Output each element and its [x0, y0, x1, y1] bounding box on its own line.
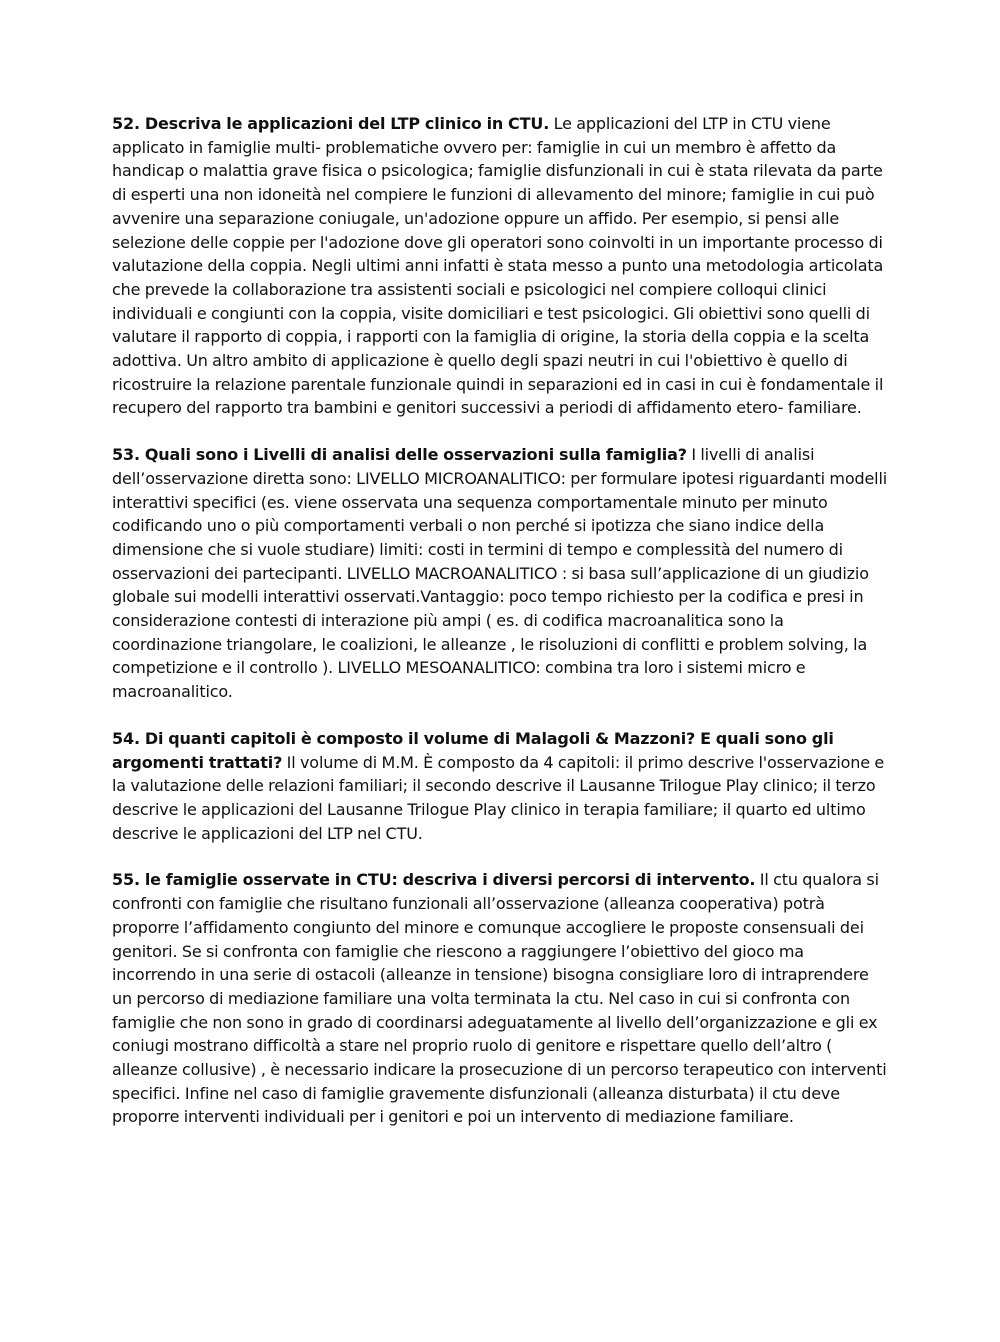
question-53: 53. Quali sono i Livelli di analisi delle osservazioni sulla famiglia? — [112, 445, 687, 465]
answer-53: I livelli di analisi dell’osservazione diretta sono: LIVELLO MICROANALITICO: per formulare ipotesi riguardanti modelli interattivi specifici (es. viene osservata una sequenza comportamentale minuto per minuto codificando uno o più comportamenti verbali o non perché si ipotizza che siano indice della dimensione che si vuole studiare) limiti: costi in termini di tempo e complessità del numero di osservazioni dei partecipanti. LIVELLO MACROANALITICO : si basa sull’applicazione di un giudizio globale sui modelli interattivi osservati.Vantaggio: poco tempo richiesto per la codifica e presi in considerazione contesti di interazione più ampi ( es. di codifica macroanalitica sono la coordinazione triangolare, le coalizioni, le alleanze , le risoluzioni di conflitti e problem solving, la competizione e il controllo ). LIVELLO MESOANALITICO: combina tra loro i sistemi micro e macroanalitico. — [112, 445, 888, 702]
qa-paragraph-53 — [112, 443, 892, 704]
question-52: 52. Descriva le applicazioni del LTP clinico in CTU. — [112, 114, 550, 133]
document-page — [112, 112, 892, 1152]
qa-paragraph-52 — [112, 112, 892, 420]
answer-55: Il ctu qualora si confronti con famiglie che risultano funzionali all’osservazione (alleanza cooperativa) potrà proporre l’affidamento congiunto del minore e comunque accogliere le proposte consensuali dei genitori. Se si confronta con famiglie che riescono a raggiungere l’obiettivo del gioco ma incorrendo in una serie di ostacoli (alleanze in tensione) bisogna consigliare loro di intraprendere un percorso di mediazione familiare una volta terminata la ctu. Nel caso in cui si confronta con famiglie che non sono in grado di coordinarsi adeguatamente al livello dell’organizzazione e gli ex coniugi mostrano difficoltà a stare nel proprio ruolo di genitore e rispettare quello dell’altro ( alleanze collusive) , è necessario indicare la prosecuzione di un percorso terapeutico con interventi specifici. Infine nel caso di famiglie gravemente disfunzionali (alleanza disturbata) il ctu deve proporre interventi individuali per i genitori e poi un intervento di mediazione familiare. — [112, 870, 887, 1127]
question-54: 54. Di quanti capitoli è composto il volume di Malagoli & Mazzoni? E quali sono gli argomenti trattati? — [112, 728, 834, 772]
qa-paragraph-54 — [112, 727, 892, 846]
answer-52: Le applicazioni del LTP in CTU viene applicato in famiglie multi- problematiche ovvero per: famiglie in cui un membro è affetto da handicap o malattia grave fisica o psicologica; famiglie disfunzionali in cui è stata rilevata da parte di esperti una non idoneità nel compiere le funzioni di allevamento del minore; famiglie in cui può avvenire una separazione coniugale, un'adozione oppure un affido. Per esempio, si pensi alle selezione delle coppie per l'adozione dove gli operatori sono coinvolti in un importante processo di valutazione della coppia. Negli ultimi anni infatti è stata messo a punto una metodologia articolata che prevede la collaborazione tra assistenti sociali e psicologici nel compiere colloqui clinici individuali e congiunti con la coppia, visite domiciliari e test psicologici. Gli obiettivi sono quelli di valutare il rapporto di coppia, i rapporti con la famiglia di origine, la storia della coppia e la scelta adottiva. Un altro ambito di applicazione è quello degli spazi neutri in cui l'obiettivo è quello di ricostruire la relazione parentale funzionale quindi in separazioni ed in casi in cui è fondamentale il recupero del rapporto tra bambini e genitori successivi a periodi di affidamento etero- familiare. — [112, 114, 884, 418]
question-55: 55. le famiglie osservate in CTU: descriva i diversi percorsi di intervento. — [112, 870, 756, 890]
qa-paragraph-55 — [112, 868, 892, 1129]
answer-54: Il volume di M.M. È composto da 4 capitoli: il primo descrive l'osservazione e la valutazione delle relazioni familiari; il secondo descrive il Lausanne Trilogue Play clinico; il terzo descrive le applicazioni del Lausanne Trilogue Play clinico in terapia familiare; il quarto ed ultimo descrive le applicazioni del LTP nel CTU. — [112, 752, 885, 843]
